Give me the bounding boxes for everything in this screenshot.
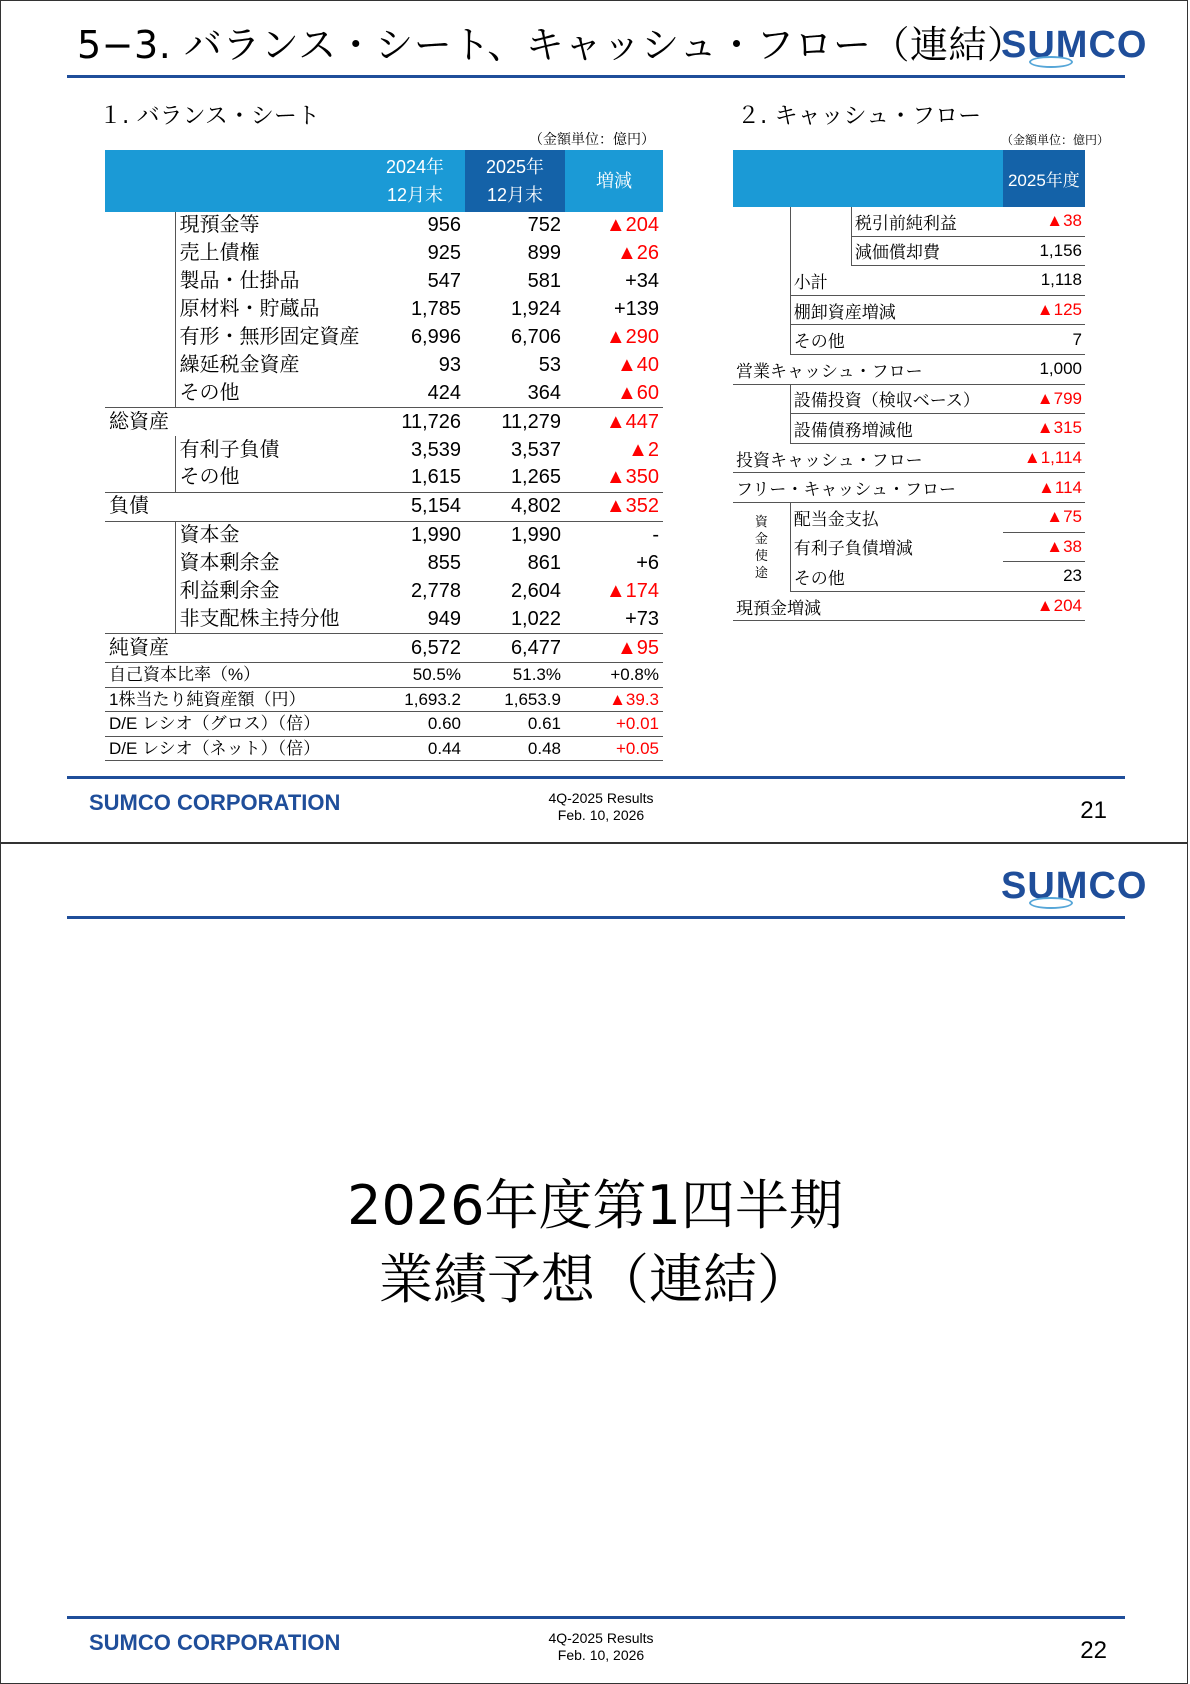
cf-indent-cell	[733, 414, 790, 444]
bs-value-2024: 949	[427, 607, 461, 630]
cf-value: 23	[1003, 562, 1085, 592]
cf-row-label: 小計	[790, 266, 1003, 296]
table-row	[733, 295, 1085, 325]
bs-row-label: 利益剰余金	[175, 578, 365, 606]
bs-diff: ▲95	[565, 634, 663, 663]
bs-section-title: １. バランス・シート	[99, 103, 320, 129]
table-row	[105, 687, 663, 712]
footer-rule	[67, 1616, 1125, 1619]
bs-row-label: その他	[175, 379, 365, 407]
cf-value: 7	[1003, 325, 1085, 355]
cf-row-label: 税引前純利益	[851, 207, 1002, 236]
bs-diff: ▲39.3	[565, 687, 663, 712]
table-row	[105, 379, 663, 407]
bs-value-2025: 1,022	[510, 607, 561, 630]
table-row	[733, 354, 1085, 384]
bs-row-label: 非支配株主持分他	[175, 605, 365, 633]
bs-indent-cell	[105, 578, 175, 606]
bs-value-2025: 0.61	[465, 712, 565, 737]
table-row	[105, 240, 663, 268]
table-row	[105, 324, 663, 352]
table-row	[105, 712, 663, 737]
bs-diff: ▲350	[605, 466, 659, 489]
page-number: 22	[1080, 1637, 1107, 1664]
cf-value: ▲38	[1003, 207, 1085, 236]
footer-doc-info	[521, 790, 681, 824]
table-row	[733, 502, 1085, 532]
bs-value-2025: 752	[527, 214, 561, 237]
cash-flow-table	[733, 150, 1085, 621]
table-row	[105, 492, 663, 521]
cf-row-label: 営業キャッシュ・フロー	[733, 354, 1003, 384]
table-row	[105, 605, 663, 633]
table-row	[105, 436, 663, 464]
table-row	[105, 550, 663, 578]
bs-indent-cell	[105, 379, 175, 407]
cf-value: ▲799	[1003, 384, 1085, 414]
bs-row-label: 製品・仕掛品	[175, 268, 365, 296]
bs-value-2025: 1,924	[510, 298, 561, 321]
bs-value-2025: 11,279	[465, 408, 565, 436]
footer-rule	[67, 776, 1125, 779]
footer-date: Feb. 10, 2026	[557, 1647, 645, 1663]
cf-value: ▲114	[1003, 473, 1085, 503]
bs-diff: ▲60	[616, 381, 659, 404]
bs-value-2024: 5,154	[365, 492, 465, 521]
cf-value: ▲315	[1003, 414, 1085, 444]
cf-row-label: 配当金支払	[790, 502, 1003, 532]
bs-header-diff: 増減	[565, 150, 663, 212]
bs-ratio-label: D/E レシオ（ネット）（倍）	[105, 736, 365, 761]
bs-indent-cell	[105, 521, 175, 549]
bs-diff: +73	[625, 607, 659, 630]
bs-diff: ▲447	[565, 408, 663, 436]
cf-indent-cell	[790, 236, 851, 266]
bs-value-2025: 1,265	[510, 466, 561, 489]
bs-row-label: 繰延税金資産	[175, 351, 365, 379]
bs-header-row	[105, 150, 663, 212]
bs-indent-cell	[105, 240, 175, 268]
cf-value: ▲38	[1003, 532, 1085, 562]
bs-indent-cell	[105, 296, 175, 324]
cf-row-label: 有利子負債増減	[790, 532, 1003, 562]
bs-indent-cell	[105, 550, 175, 578]
table-row	[105, 634, 663, 663]
table-row	[733, 443, 1085, 473]
sumco-logo: SUMCO	[1001, 24, 1148, 66]
cf-header-row	[733, 150, 1085, 207]
bs-value-2024: 6,572	[365, 634, 465, 663]
bs-value-2025: 6,706	[510, 326, 561, 348]
cf-indent-cell	[733, 325, 790, 355]
bs-diff: ▲352	[565, 492, 663, 521]
bs-unit-note: （金額単位：億円）	[529, 132, 655, 148]
cf-indent-cell	[733, 384, 790, 414]
cf-value: ▲1,114	[1003, 443, 1085, 473]
bs-diff: ▲204	[605, 214, 659, 237]
header-rule	[67, 75, 1125, 78]
bs-value-2025: 0.48	[465, 736, 565, 761]
page-number: 21	[1080, 797, 1107, 824]
cf-body	[733, 207, 1085, 621]
cf-section-title: ２. キャッシュ・フロー	[737, 103, 982, 129]
slide-22	[0, 843, 1188, 1684]
cf-indent-cell	[733, 207, 790, 236]
bs-value-2024: 93	[438, 353, 461, 376]
bs-value-2025: 51.3%	[465, 663, 565, 688]
slide-21	[0, 0, 1188, 843]
logo-ring-icon	[1029, 897, 1073, 909]
cf-row-label: 棚卸資産増減	[790, 295, 1003, 325]
footer-date: Feb. 10, 2026	[557, 807, 645, 823]
bs-value-2025: 2,604	[510, 580, 561, 603]
bs-diff: ▲2	[628, 438, 659, 461]
bs-value-2024: 0.60	[365, 712, 465, 737]
bs-value-2025: 6,477	[465, 634, 565, 663]
table-row	[733, 414, 1085, 444]
table-row	[733, 591, 1085, 621]
cf-value: 1,000	[1003, 354, 1085, 384]
bs-indent-cell	[105, 268, 175, 296]
bs-value-2025: 1,990	[465, 521, 565, 549]
bs-diff: ▲26	[616, 242, 659, 265]
table-row	[105, 578, 663, 606]
bs-diff: -	[565, 521, 663, 549]
bs-value-2024: 855	[427, 552, 461, 575]
cf-row-label: 投資キャッシュ・フロー	[733, 443, 1003, 473]
table-row	[733, 236, 1085, 266]
table-row	[733, 207, 1085, 236]
bs-value-2024: 11,726	[365, 408, 465, 436]
table-row	[105, 408, 663, 436]
table-row	[733, 384, 1085, 414]
bs-diff: +0.05	[565, 736, 663, 761]
cf-row-label: 減価償却費	[851, 236, 1002, 266]
cf-row-label: 現預金増減	[733, 591, 1003, 621]
bs-row-label: 総資産	[105, 408, 365, 436]
section-title-line1: 2026年度第1四半期	[347, 1174, 843, 1237]
balance-sheet-table	[105, 150, 663, 761]
cf-indent-cell	[733, 295, 790, 325]
bs-value-2024: 50.5%	[365, 663, 465, 688]
cf-indent-cell	[790, 207, 851, 236]
bs-row-label: 原材料・貯蔵品	[175, 296, 365, 324]
bs-diff: +6	[636, 552, 659, 575]
bs-ratio-label: 1株当たり純資産額（円）	[105, 687, 365, 712]
footer-doc-info	[521, 1630, 681, 1664]
bs-header-2024: 2024年 12月末	[365, 150, 465, 212]
cf-row-label: フリー・キャッシュ・フロー	[733, 473, 1003, 503]
bs-value-2025: 899	[527, 242, 561, 265]
bs-value-2024: 6,996	[410, 326, 461, 348]
table-row	[105, 296, 663, 324]
bs-diff: +139	[613, 298, 659, 321]
bs-row-label: 資本金	[175, 521, 365, 549]
bs-row-label: 資本剰余金	[175, 550, 365, 578]
cf-row-label: その他	[790, 325, 1003, 355]
bs-value-2024: 424	[427, 381, 461, 404]
bs-row-label: 売上債権	[175, 240, 365, 268]
table-row	[733, 325, 1085, 355]
bs-value-2024: 1,785	[410, 298, 461, 321]
slide-title: 5−3. バランス・シート、キャッシュ・フロー（連結）	[77, 23, 1026, 67]
bs-diff: ▲290	[605, 326, 659, 348]
bs-value-2024: 2,778	[410, 580, 461, 603]
bs-row-label: 現預金等	[175, 212, 365, 240]
bs-diff: +0.8%	[565, 663, 663, 688]
bs-value-2025: 364	[527, 381, 561, 404]
cf-unit-note: （金額単位：億円）	[1001, 133, 1110, 147]
cf-value: ▲75	[1003, 502, 1085, 532]
table-row	[105, 212, 663, 240]
section-title-line2: 業績予想（連結）	[379, 1248, 811, 1311]
bs-value-2024: 925	[427, 242, 461, 265]
bs-value-2025: 53	[538, 353, 561, 376]
table-row	[105, 464, 663, 492]
footer-company: SUMCO CORPORATION	[89, 790, 341, 815]
cf-value: 1,118	[1003, 266, 1085, 296]
bs-indent-cell	[105, 212, 175, 240]
bs-value-2024: 1,693.2	[365, 687, 465, 712]
bs-value-2025: 1,653.9	[465, 687, 565, 712]
bs-diff: ▲174	[605, 580, 659, 603]
fund-use-label: 資 金 使 途	[754, 514, 768, 581]
bs-header-2025: 2025年 12月末	[465, 150, 565, 212]
bs-body	[105, 212, 663, 761]
bs-value-2024: 0.44	[365, 736, 465, 761]
bs-value-2025: 4,802	[465, 492, 565, 521]
bs-value-2024: 3,539	[410, 438, 461, 461]
table-row	[733, 266, 1085, 296]
cf-indent-cell	[733, 236, 790, 266]
table-row	[105, 268, 663, 296]
sumco-logo: SUMCO	[1001, 865, 1148, 907]
cf-value: ▲125	[1003, 295, 1085, 325]
footer-company: SUMCO CORPORATION	[89, 1630, 341, 1655]
bs-header-blank	[105, 150, 365, 212]
table-row	[733, 473, 1085, 503]
bs-diff: +34	[625, 270, 659, 293]
bs-indent-cell	[105, 605, 175, 633]
table-row	[105, 736, 663, 761]
bs-ratio-label: D/E レシオ（グロス）（倍）	[105, 712, 365, 737]
logo-ring-icon	[1029, 56, 1073, 68]
table-row	[105, 351, 663, 379]
bs-diff: +0.01	[565, 712, 663, 737]
bs-row-label: その他	[175, 464, 365, 492]
cf-row-label: その他	[790, 562, 1003, 592]
cf-value: ▲204	[1003, 591, 1085, 621]
bs-indent-cell	[105, 351, 175, 379]
cf-header-blank	[733, 150, 1003, 207]
bs-diff: ▲40	[616, 353, 659, 376]
bs-indent-cell	[105, 464, 175, 492]
bs-row-label: 純資産	[105, 634, 365, 663]
cf-header-2025: 2025年度	[1003, 150, 1085, 207]
bs-value-2025: 581	[527, 270, 561, 293]
bs-indent-cell	[105, 324, 175, 352]
bs-value-2025: 3,537	[510, 438, 561, 461]
footer-doc: 4Q-2025 Results	[548, 1630, 654, 1646]
bs-value-2024: 956	[427, 214, 461, 237]
bs-value-2025: 861	[527, 552, 561, 575]
cf-row-label: 設備債務増減他	[790, 414, 1003, 444]
bs-value-2024: 1,615	[410, 466, 461, 489]
table-row	[105, 521, 663, 549]
header-rule	[67, 916, 1125, 919]
bs-row-label: 有形・無形固定資産	[175, 324, 365, 352]
footer-doc: 4Q-2025 Results	[548, 790, 654, 806]
cf-indent-cell	[733, 266, 790, 296]
bs-row-label: 負債	[105, 492, 365, 521]
cf-row-label: 設備投資（検収ベース）	[790, 384, 1003, 414]
bs-row-label: 有利子負債	[175, 436, 365, 464]
bs-value-2024: 547	[427, 270, 461, 293]
bs-indent-cell	[105, 436, 175, 464]
bs-value-2024: 1,990	[365, 521, 465, 549]
bs-ratio-label: 自己資本比率（%）	[105, 663, 365, 688]
cf-value: 1,156	[1003, 236, 1085, 266]
table-row	[105, 663, 663, 688]
